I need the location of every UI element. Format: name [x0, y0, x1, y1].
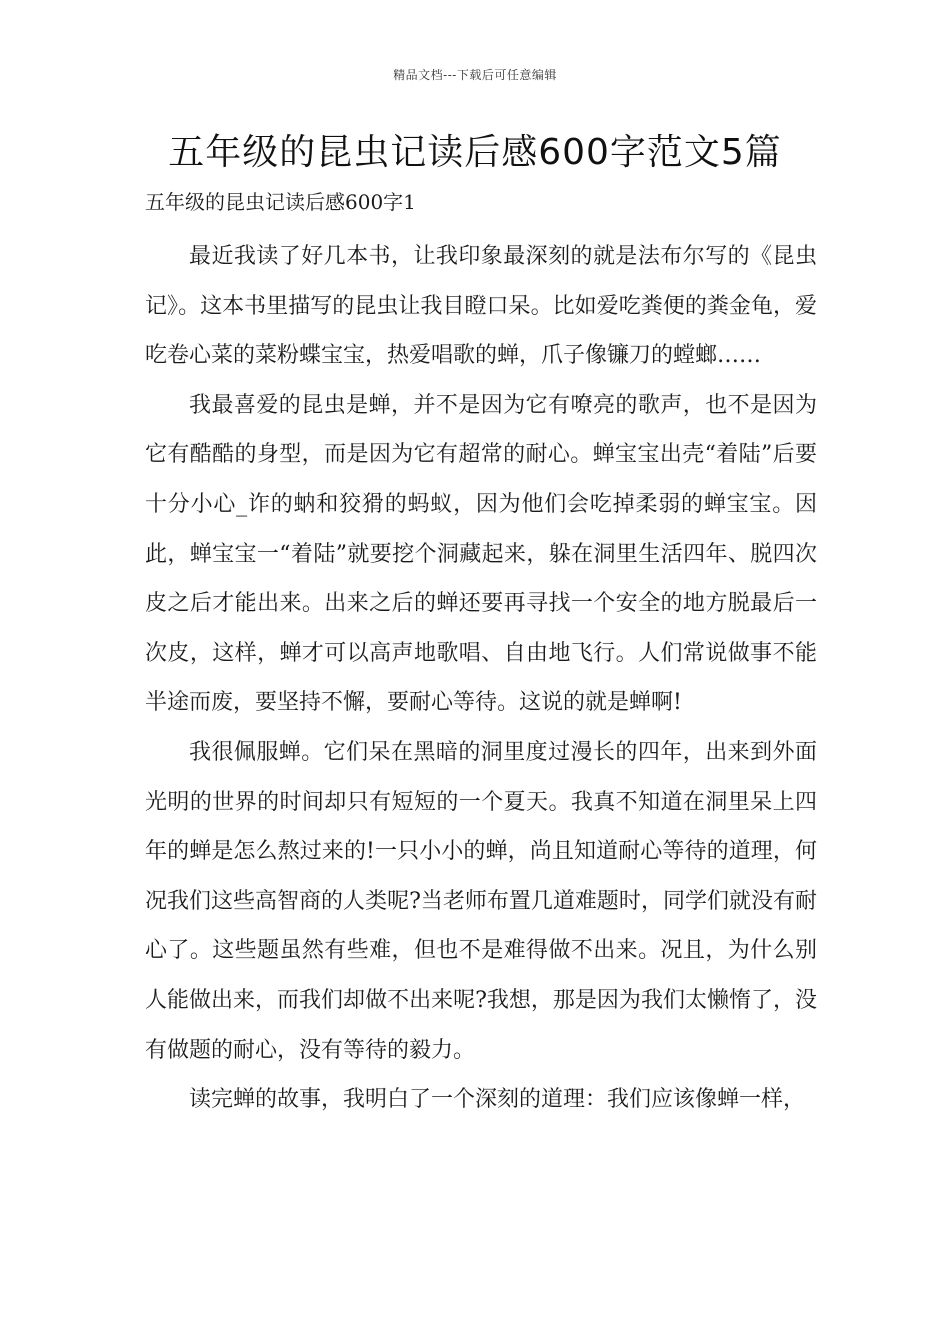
paragraph: 我很佩服蝉。它们呆在黑暗的洞里度过漫长的四年，出来到外面光明的世界的时间却只有短短的一个夏天。我真不知道在洞里呆上四年的蝉是怎么熬过来的!一只小小的蝉，尚且知道耐心等待的道理，何况我们这些高智商的人类呢?当老师布置几道难题时，同学们就没有耐心了。这些题虽然有些难，但也不是难得做不出来。况且，为什么别人能做出来，而我们却做不出来呢?我想，那是因为我们太懒惰了，没有做题的耐心，没有等待的毅力。 [145, 739, 817, 1063]
section-title: 五年级的昆虫记读后感600字1 [145, 190, 416, 214]
essay-body [145, 232, 817, 1125]
paragraph: 读完蝉的故事，我明白了一个深刻的道理：我们应该像蝉一样， [189, 1087, 806, 1113]
paragraph: 我最喜爱的昆虫是蝉，并不是因为它有嘹亮的歌声，也不是因为它有酷酷的身型，而是因为它有超常的耐心。蝉宝宝出壳“着陆”后要十分小心_诈的蚋和狡猾的蚂蚁，因为他们会吃掉柔弱的蝉宝宝。因此，蝉宝宝一“着陆”就要挖个洞藏起来，躲在洞里生活四年、脱四次皮之后才能出来。出来之后的蝉还要再寻找一个安全的地方脱最后一次皮，这样，蝉才可以高声地歌唱、自由地飞行。人们常说做事不能半途而废，要坚持不懈，要耐心等待。这说的就是蝉啊! [145, 392, 817, 716]
document-title: 五年级的昆虫记读后感600字范文5篇 [168, 132, 782, 173]
header-note: 精品文档---下载后可任意编辑 [393, 68, 557, 82]
paragraph: 最近我读了好几本书，让我印象最深刻的就是法布尔写的《昆虫记》。这本书里描写的昆虫让我目瞪口呆。比如爱吃粪便的粪金龟，爱吃卷心菜的菜粉蝶宝宝，热爱唱歌的蝉，爪子像镰刀的螳螂…… [145, 244, 817, 369]
